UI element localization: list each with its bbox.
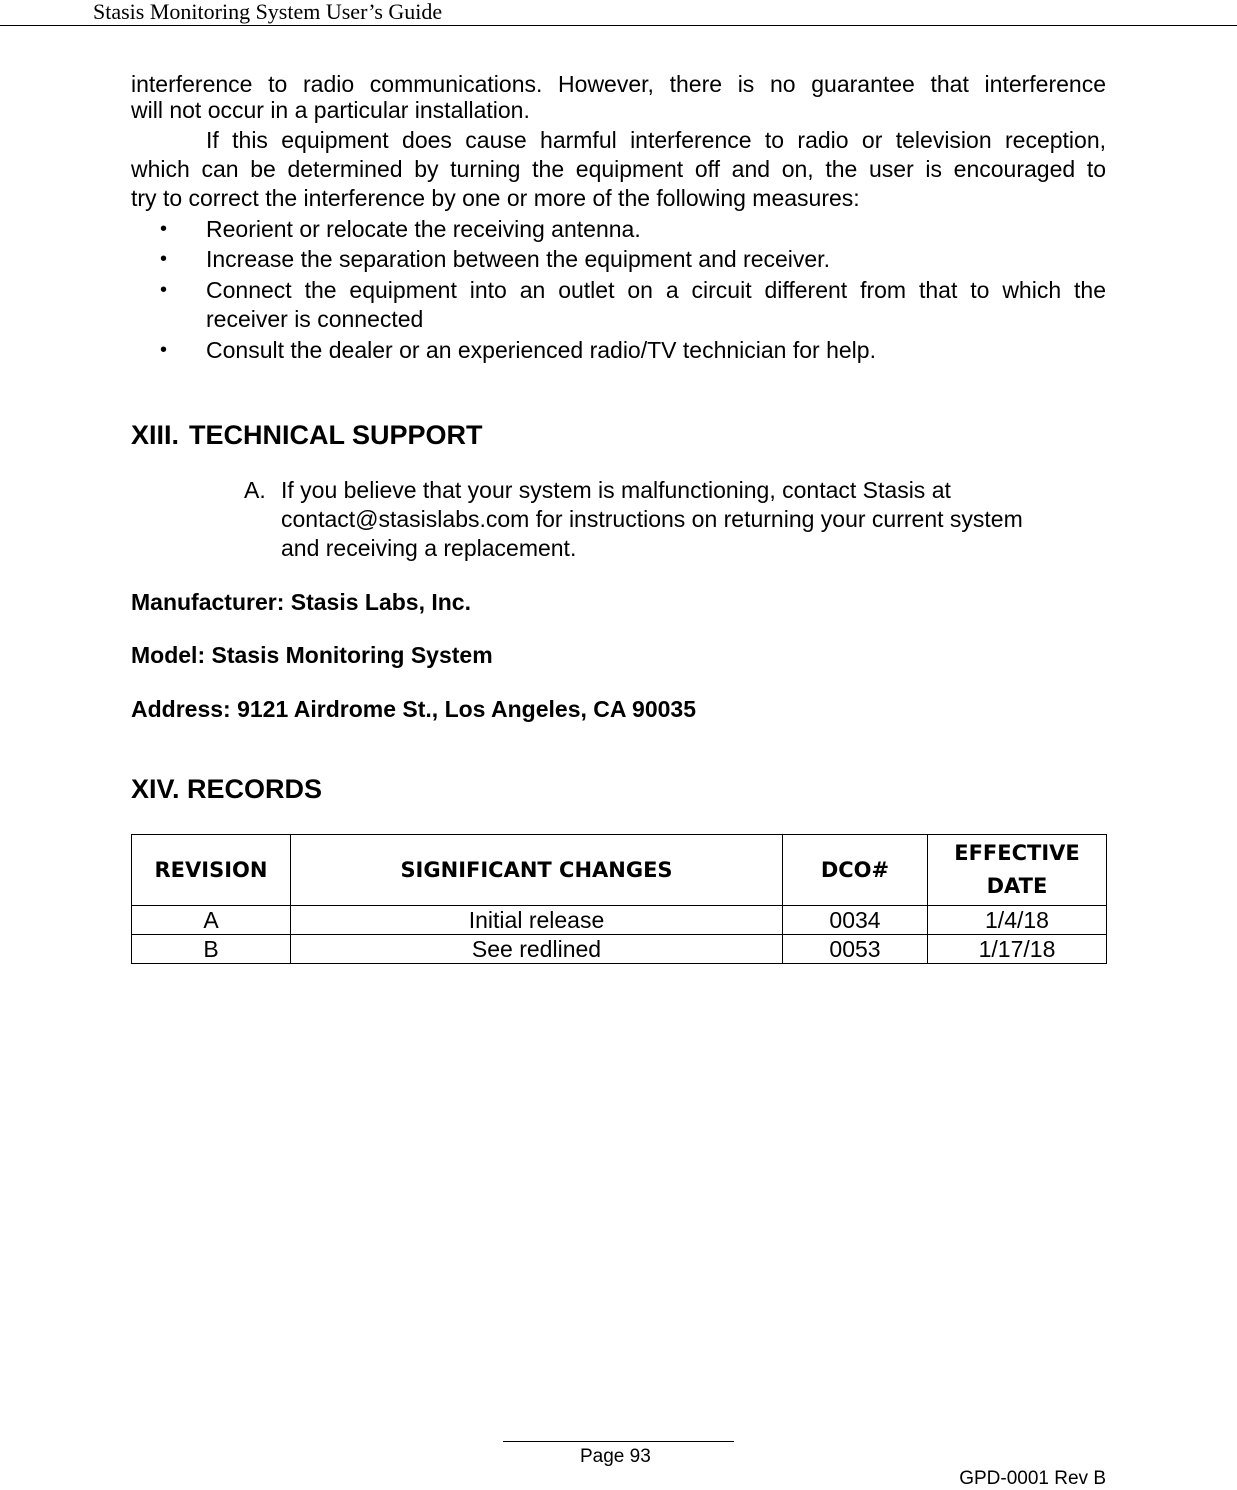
column-header-changes: SIGNIFICANT CHANGES [291,835,783,906]
document-id: GPD-0001 Rev B [959,1468,1106,1489]
bullet-icon: • [160,218,168,240]
bullet-icon: • [160,248,168,270]
paragraph-line: which can be determined by turning the equipment off and on, the user is encouraged to [131,156,1106,182]
table-cell: See redlined [291,935,783,964]
section-number: XIII. [131,420,180,450]
paragraph-line: will not occur in a particular installation. [131,97,530,123]
section-heading: RECORDS [187,774,323,804]
records-table [131,834,1107,964]
section-heading: TECHNICAL SUPPORT [189,420,483,450]
support-text: and receiving a replacement. [281,535,577,561]
paragraph-line: If this equipment does cause harmful interference to radio or television reception, [206,127,1106,153]
table-row [132,906,1107,935]
support-text: If you believe that your system is malfunctioning, contact Stasis at [281,477,951,503]
table-cell: A [132,906,291,935]
list-label: A. [244,477,266,503]
section-number: XIV. [131,774,180,804]
table-cell: 0053 [783,935,928,964]
table-cell: 0034 [783,906,928,935]
support-text: contact@stasislabs.com for instructions on returning your current system [281,506,1023,532]
table-cell: Initial release [291,906,783,935]
table-row [132,935,1107,964]
column-header-dco: DCO# [783,835,928,906]
bullet-item-continued: receiver is connected [206,306,424,332]
footer-rule [503,1441,734,1442]
column-header-revision: REVISION [132,835,291,906]
page-number: Page 93 [580,1446,651,1467]
bullet-item: Consult the dealer or an experienced radio/TV technician for help. [206,337,876,363]
bullet-item: Reorient or relocate the receiving antenna. [206,216,641,242]
bullet-icon: • [160,339,168,361]
bullet-icon: • [160,279,168,301]
address-line: Address: 9121 Airdrome St., Los Angeles, CA 90035 [131,696,696,722]
bullet-item: Connect the equipment into an outlet on a circuit different from that to which the [206,277,1106,303]
paragraph-line: interference to radio communications. However, there is no guarantee that interference [131,71,1106,97]
table-header-row [132,835,1107,906]
table-cell: 1/4/18 [928,906,1107,935]
model-line: Model: Stasis Monitoring System [131,642,493,668]
running-header: Stasis Monitoring System User’s Guide [93,0,443,24]
bullet-item: Increase the separation between the equipment and receiver. [206,246,830,272]
header-rule [0,25,1237,26]
column-header-effective-date: EFFECTIVE DATE [928,835,1107,906]
table-cell: B [132,935,291,964]
manufacturer-line: Manufacturer: Stasis Labs, Inc. [131,589,471,615]
paragraph-line: try to correct the interference by one or more of the following measures: [131,185,860,211]
table-cell: 1/17/18 [928,935,1107,964]
